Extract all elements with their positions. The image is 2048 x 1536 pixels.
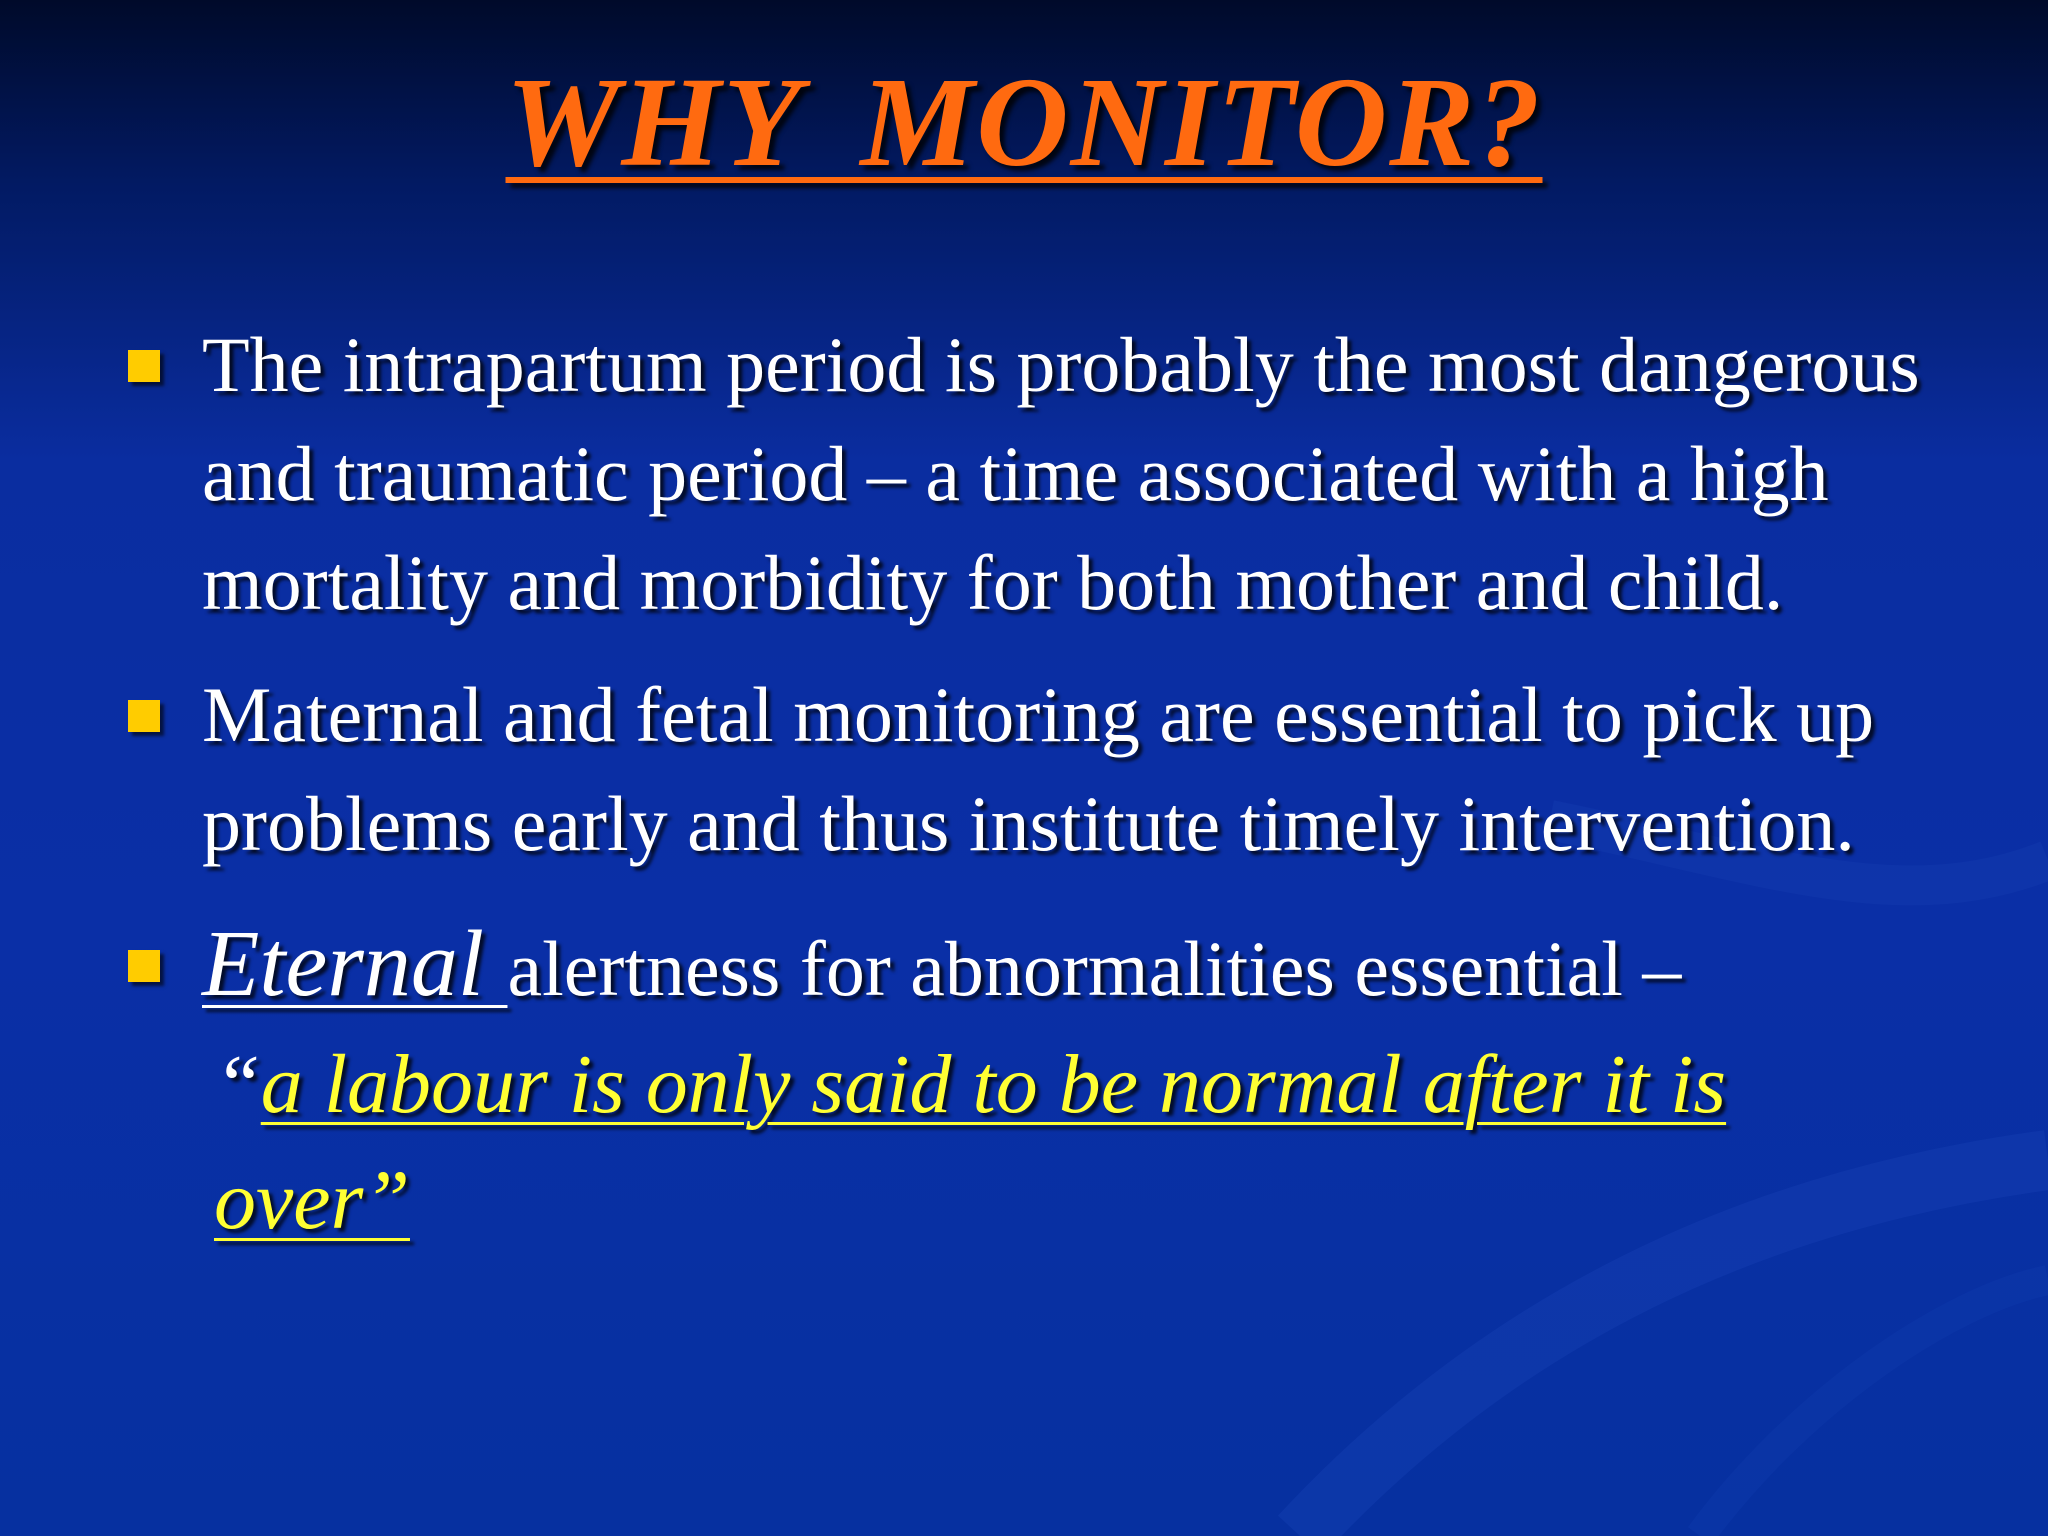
bullet-item bbox=[128, 310, 1938, 637]
quote-line bbox=[202, 1027, 1938, 1259]
bullet-item bbox=[128, 906, 1938, 1259]
emphasis-word: Eternal bbox=[202, 912, 508, 1016]
square-bullet-icon bbox=[128, 950, 160, 982]
quote-text: a labour is only said to be normal after it is over” bbox=[214, 1038, 1727, 1247]
square-bullet-icon bbox=[128, 350, 160, 382]
bullet-item bbox=[128, 660, 1938, 878]
bullet-list bbox=[128, 310, 1938, 1259]
square-bullet-icon bbox=[128, 700, 160, 732]
bullet-text: alertness for abnormalities essential – bbox=[507, 925, 1682, 1012]
slide-title bbox=[0, 52, 2048, 192]
bullet-text: The intrapartum period is probably the most dangerous and traumatic period – a time associated with a high mortality and morbidity for both mother and child. bbox=[202, 321, 1920, 626]
slide-title-text: WHY MONITOR? bbox=[505, 51, 1543, 193]
bullet-text: Maternal and fetal monitoring are essential to pick up problems early and thus institute timely intervention. bbox=[202, 671, 1875, 867]
quote-open-mark: “ bbox=[214, 1038, 261, 1131]
